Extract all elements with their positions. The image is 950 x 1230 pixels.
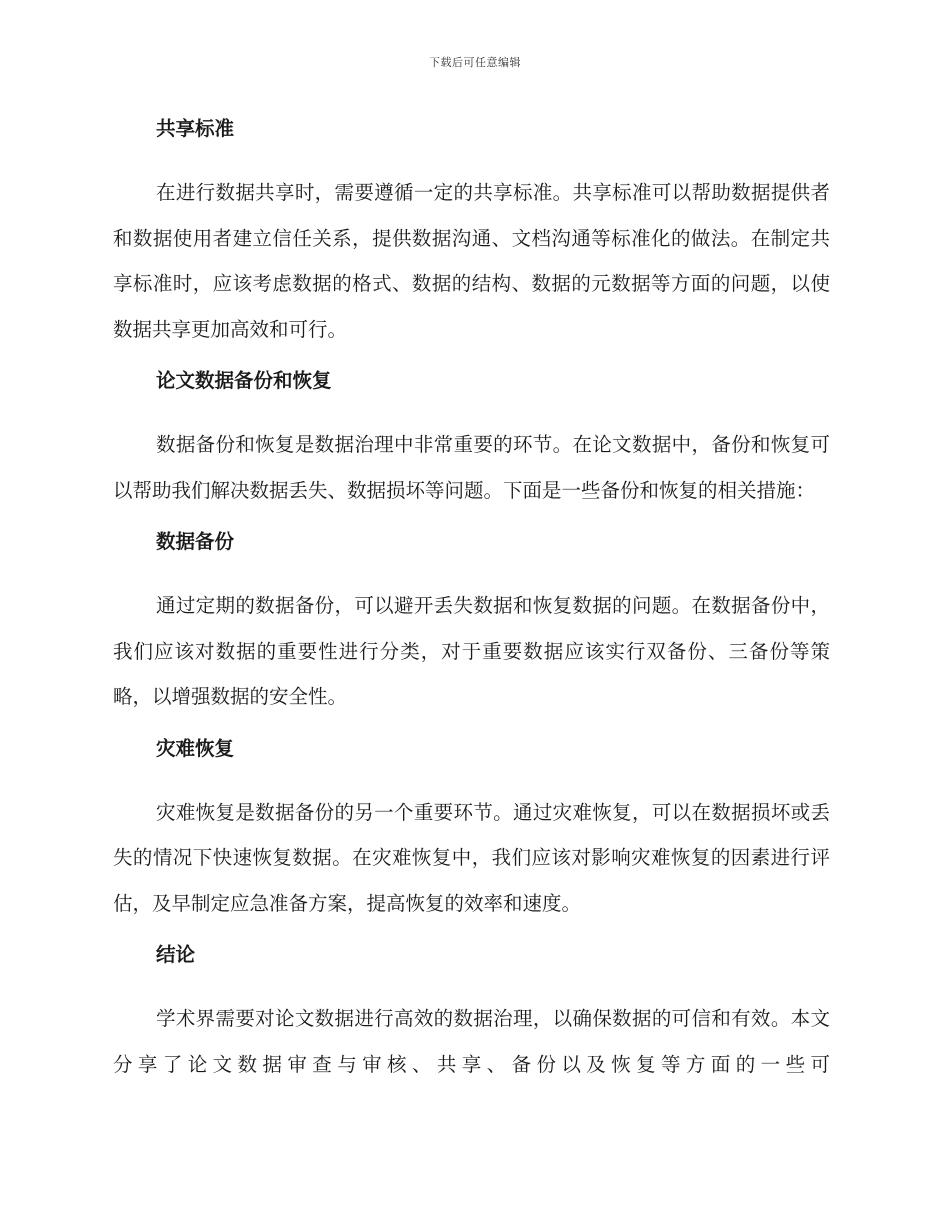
section-paragraph-conclusion: 学术界需要对论文数据进行高效的数据治理，以确保数据的可信和有效。本文分享了论文数据审查与审核、共享、备份以及恢复等方面的一些可 [113, 1007, 830, 1076]
section-heading-sharing-standards: 共享标准 [156, 117, 235, 140]
section-heading-conclusion: 结论 [156, 943, 196, 966]
section-paragraph-data-backup: 通过定期的数据备份，可以避开丢失数据和恢复数据的问题。在数据备份中，我们应该对数据的重要性进行分类，对于重要数据应该实行双备份、三备份等策略，以增强数据的安全性。 [113, 594, 830, 708]
document-body [113, 112, 830, 1099]
section-paragraph-disaster-recovery: 灾难恢复是数据备份的另一个重要环节。通过灾难恢复，可以在数据损坏或丢失的情况下快速恢复数据。在灾难恢复中，我们应该对影响灾难恢复的因素进行评估，及早制定应急准备方案，提高恢复的效率和速度。 [113, 800, 830, 915]
section-paragraph-sharing-standards: 在进行数据共享时，需要遵循一定的共享标准。共享标准可以帮助数据提供者和数据使用者建立信任关系，提供数据沟通、文档沟通等标准化的做法。在制定共享标准时，应该考虑数据的格式、数据的结构、数据的元数据等方面的问题，以使数据共享更加高效和可行。 [113, 181, 830, 341]
page-header: 下载后可任意编辑 [429, 56, 521, 69]
section-heading-backup-recovery: 论文数据备份和恢复 [156, 369, 332, 392]
section-paragraph-backup-recovery: 数据备份和恢复是数据治理中非常重要的环节。在论文数据中，备份和恢复可以帮助我们解决数据丢失、数据损坏等问题。下面是一些备份和恢复的相关措施： [113, 433, 830, 502]
section-heading-disaster-recovery: 灾难恢复 [156, 736, 235, 760]
section-heading-data-backup: 数据备份 [156, 530, 235, 553]
